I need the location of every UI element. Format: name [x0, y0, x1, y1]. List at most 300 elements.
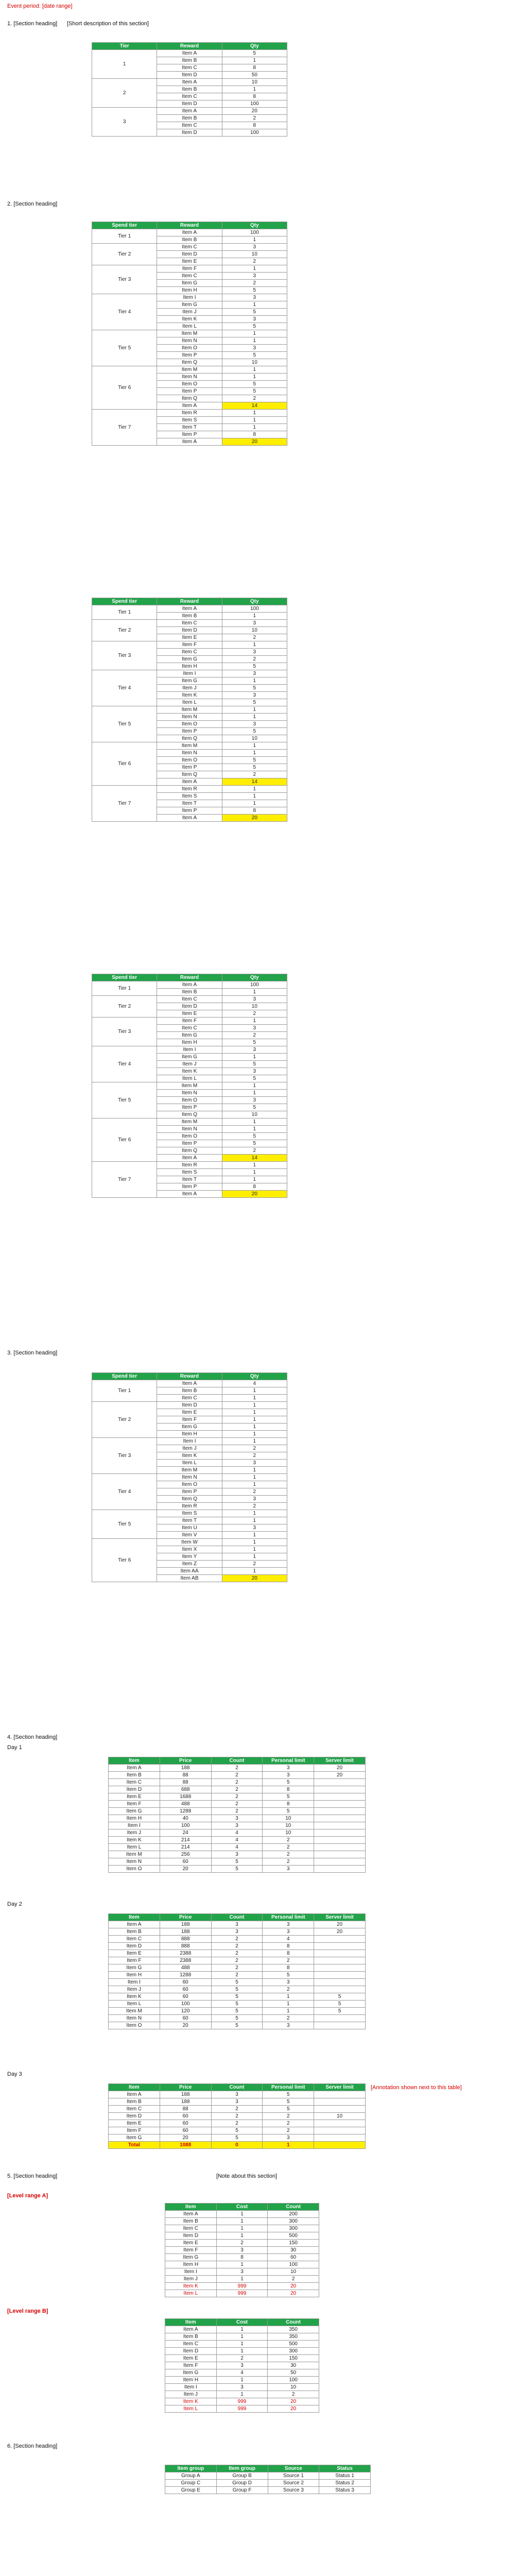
table-cell: Item E: [109, 1793, 160, 1801]
reward-qty: 100: [222, 605, 287, 613]
table-cell: Item K: [165, 2398, 217, 2405]
reward-name: Item P: [157, 764, 222, 771]
reward-name: Item W: [157, 1539, 222, 1546]
table-row: [92, 641, 287, 649]
table-cell: Item H: [165, 2261, 217, 2268]
table-row: [109, 1793, 366, 1801]
table-cell: [314, 2106, 366, 2113]
table-cell: 1: [263, 2001, 314, 2008]
table-cell: Source 1: [268, 2472, 319, 2480]
table-cell: 2: [211, 1772, 263, 1779]
section-6-table: [165, 2465, 371, 2494]
table-cell: 500: [268, 2232, 319, 2240]
table-cell: 3: [263, 1921, 314, 1928]
column-header: Cost: [216, 2319, 268, 2326]
table-cell: 3: [263, 2134, 314, 2142]
table-cell: Item G: [109, 1964, 160, 1972]
table-row: [92, 1438, 287, 1445]
reward-qty: 2: [222, 1488, 287, 1496]
reward-name: Item C: [157, 122, 222, 129]
table-row: [165, 2391, 319, 2398]
group-label: Tier 3: [92, 1438, 157, 1474]
reward-qty: 1: [222, 786, 287, 793]
table-cell: 1: [263, 2008, 314, 2015]
reward-name: Item N: [157, 714, 222, 721]
table-cell: 60: [160, 1858, 211, 1866]
reward-qty: 1: [222, 1532, 287, 1539]
table-cell: [314, 1822, 366, 1829]
reward-name: Item B: [157, 613, 222, 620]
reward-name: Item P: [157, 1488, 222, 1496]
tier-1-label: [Level range A]: [7, 2193, 48, 2199]
group-label: Tier 2: [92, 620, 157, 641]
reward-name: Item R: [157, 786, 222, 793]
table-cell: 2: [211, 1936, 263, 1943]
group-label: Tier 5: [92, 706, 157, 742]
table-cell: Item L: [165, 2290, 217, 2297]
table-cell: Item J: [109, 1986, 160, 1993]
table-cell: Item N: [109, 1858, 160, 1866]
table-cell: 30: [268, 2362, 319, 2369]
reward-name: Item N: [157, 750, 222, 757]
reward-qty: 20: [222, 815, 287, 822]
table-row: [92, 244, 287, 251]
reward-name: Item J: [157, 685, 222, 692]
reward-qty: 2: [222, 1561, 287, 1568]
reward-qty: 1: [222, 1162, 287, 1169]
reward-qty: 1: [222, 1539, 287, 1546]
reward-name: Item L: [157, 1460, 222, 1467]
table-cell: 10: [263, 1822, 314, 1829]
reward-name: Item S: [157, 1169, 222, 1176]
reward-name: Item L: [157, 699, 222, 706]
table-cell: 300: [268, 2348, 319, 2355]
table-row: [165, 2333, 319, 2341]
table-row: [92, 670, 287, 677]
group-label: 2: [92, 79, 157, 108]
day-3-table: [108, 2083, 366, 2149]
table-cell: 888: [160, 1936, 211, 1943]
table-cell: Item H: [109, 1972, 160, 1979]
reward-name: Item A: [157, 402, 222, 410]
table-cell: [314, 1972, 366, 1979]
table-cell: 5: [211, 2127, 263, 2134]
table-row: [165, 2276, 319, 2283]
table-cell: Group D: [216, 2480, 268, 2487]
table-cell: Item L: [165, 2405, 217, 2413]
reward-name: Item P: [157, 431, 222, 438]
reward-qty: 4: [222, 1380, 287, 1387]
table-cell: 3: [216, 2362, 268, 2369]
table-cell: 5: [211, 1979, 263, 1986]
table-cell: Item F: [109, 1957, 160, 1964]
table-cell: [314, 2127, 366, 2134]
table-row: [165, 2487, 371, 2494]
table-cell: 500: [268, 2341, 319, 2348]
table-cell: 150: [268, 2240, 319, 2247]
table-cell: 60: [160, 2113, 211, 2120]
table-cell: 5: [211, 1993, 263, 2001]
table-cell: Item O: [109, 2022, 160, 2029]
reward-name: Item T: [157, 800, 222, 807]
reward-qty: 3: [222, 649, 287, 656]
table-cell: 2: [211, 1957, 263, 1964]
table-cell: 20: [314, 1765, 366, 1772]
table-cell: [314, 1950, 366, 1957]
table-cell: 2: [211, 1972, 263, 1979]
day-3-aside: [Annotation shown next to this table]: [371, 2084, 462, 2091]
reward-qty: 1: [222, 410, 287, 417]
reward-qty: 3: [222, 316, 287, 323]
table-row: [109, 1979, 366, 1986]
reward-qty: 1: [222, 677, 287, 685]
table-row: [92, 265, 287, 273]
group-label: Tier 6: [92, 1539, 157, 1582]
table-cell: 3: [263, 1928, 314, 1936]
reward-qty: 1: [222, 1126, 287, 1133]
table-row: [109, 1858, 366, 1866]
day-2-label: Day 2: [7, 1901, 22, 1907]
reward-name: Item A: [157, 50, 222, 57]
reward-qty: 5: [222, 685, 287, 692]
table-row: [165, 2348, 319, 2355]
reward-name: Item G: [157, 1054, 222, 1061]
reward-name: Item K: [157, 1068, 222, 1075]
table-row: [109, 2098, 366, 2106]
reward-qty: 5: [222, 381, 287, 388]
column-header: Qty: [222, 43, 287, 50]
reward-name: Item T: [157, 1517, 222, 1524]
table-row: [92, 1380, 287, 1387]
table-cell: [314, 2098, 366, 2106]
reward-name: Item M: [157, 330, 222, 337]
table-cell: 1: [216, 2348, 268, 2355]
table-cell: Status 2: [319, 2480, 371, 2487]
column-header: Price: [160, 1757, 211, 1765]
table-cell: Item I: [165, 2384, 217, 2391]
table-cell: Group F: [216, 2487, 268, 2494]
table-cell: Source 2: [268, 2480, 319, 2487]
table-cell: 8: [263, 1786, 314, 1793]
reward-name: Item O: [157, 1481, 222, 1488]
column-header: Server limit: [314, 1757, 366, 1765]
reward-qty: 1: [222, 1416, 287, 1423]
reward-name: Item I: [157, 294, 222, 301]
table-cell: 2: [263, 1957, 314, 1964]
event-period-note: Event period: [date range]: [7, 3, 73, 9]
group-label: Tier 5: [92, 330, 157, 366]
table-row: [109, 1928, 366, 1936]
section-2-table-3: [92, 974, 287, 1198]
table-row: [92, 79, 287, 86]
section-2-title: 2. [Section heading]: [7, 201, 58, 207]
reward-qty: 8: [222, 122, 287, 129]
reward-qty: 2: [222, 280, 287, 287]
table-row: [92, 981, 287, 989]
reward-qty: 1: [222, 1409, 287, 1416]
table-row: [109, 2022, 366, 2029]
table-cell: 5: [211, 1866, 263, 1873]
table-cell: Item C: [165, 2341, 217, 2348]
table-cell: 999: [216, 2283, 268, 2290]
table-cell: Item D: [109, 1943, 160, 1950]
reward-qty: 5: [222, 1140, 287, 1147]
reward-qty: 1: [222, 613, 287, 620]
table-cell: 1688: [160, 1793, 211, 1801]
table-cell: 2: [211, 1765, 263, 1772]
reward-qty: 50: [222, 72, 287, 79]
reward-qty: 1: [222, 750, 287, 757]
reward-qty: 2: [222, 771, 287, 778]
reward-qty: 3: [222, 1097, 287, 1104]
table-cell: 5: [211, 2001, 263, 2008]
table-row: [109, 2127, 366, 2134]
table-cell: 60: [160, 1986, 211, 1993]
reward-name: Item AA: [157, 1568, 222, 1575]
table-cell: 8: [263, 1950, 314, 1957]
table-cell: 2: [263, 1858, 314, 1866]
table-cell: 2: [211, 1779, 263, 1786]
table-cell: 999: [216, 2405, 268, 2413]
reward-qty: 2: [222, 1452, 287, 1460]
table-row: [165, 2240, 319, 2247]
table-cell: Item F: [109, 2127, 160, 2134]
table-cell: 888: [160, 1943, 211, 1950]
reward-qty: 1: [222, 1438, 287, 1445]
table-cell: 2: [211, 2120, 263, 2127]
table-cell: 3: [211, 1851, 263, 1858]
table-row: [92, 366, 287, 374]
table-row: [165, 2261, 319, 2268]
table-cell: Item A: [165, 2326, 217, 2333]
table-cell: 5: [263, 1808, 314, 1815]
reward-qty: 3: [222, 1068, 287, 1075]
table-row: [109, 2001, 366, 2008]
reward-name: Item N: [157, 374, 222, 381]
header-row: [92, 974, 287, 981]
reward-qty: 5: [222, 309, 287, 316]
reward-qty: 5: [222, 388, 287, 395]
table-cell: 300: [268, 2218, 319, 2225]
reward-qty: 3: [222, 670, 287, 677]
column-header: Reward: [157, 43, 222, 50]
total-cell: 1088: [160, 2142, 211, 2149]
reward-name: Item M: [157, 1082, 222, 1090]
table-cell: Item E: [165, 2355, 217, 2362]
table-cell: 60: [160, 1993, 211, 2001]
table-cell: 350: [268, 2326, 319, 2333]
table-cell: Item M: [109, 2008, 160, 2015]
table-cell: 4: [211, 1844, 263, 1851]
reward-qty: 1: [222, 1118, 287, 1126]
table-cell: [314, 1986, 366, 1993]
table-cell: 5: [314, 2008, 366, 2015]
reward-qty: 1: [222, 330, 287, 337]
column-header: Item: [109, 1914, 160, 1921]
table-cell: 8: [263, 1801, 314, 1808]
reward-name: Item F: [157, 1018, 222, 1025]
reward-qty: 1: [222, 265, 287, 273]
reward-name: Item J: [157, 1445, 222, 1452]
reward-qty: 14: [222, 778, 287, 786]
reward-name: Item Q: [157, 1147, 222, 1155]
column-header: Count: [211, 2084, 263, 2091]
reward-name: Item P: [157, 728, 222, 735]
reward-qty: 1: [222, 1467, 287, 1474]
reward-name: Item U: [157, 1524, 222, 1532]
table-cell: [314, 1786, 366, 1793]
table-row: [165, 2362, 319, 2369]
table-row: [109, 2113, 366, 2120]
table-cell: 100: [160, 2001, 211, 2008]
reward-qty: 10: [222, 1003, 287, 1010]
reward-qty: 2: [222, 258, 287, 265]
reward-qty: 1: [222, 1481, 287, 1488]
section-1-table: [92, 42, 287, 137]
table-cell: [314, 1829, 366, 1837]
table-cell: 88: [160, 1772, 211, 1779]
group-label: Tier 4: [92, 1046, 157, 1082]
column-header: Spend tier: [92, 598, 157, 605]
reward-qty: 1: [222, 236, 287, 244]
section-1-title: 1. [Section heading]: [7, 21, 58, 27]
table-cell: Item K: [109, 1837, 160, 1844]
column-header: Spend tier: [92, 1373, 157, 1380]
table-row: [92, 620, 287, 627]
table-cell: Item F: [109, 1801, 160, 1808]
reward-name: Item D: [157, 100, 222, 108]
table-row: [165, 2405, 319, 2413]
reward-name: Item G: [157, 677, 222, 685]
table-cell: Item O: [109, 1866, 160, 1873]
reward-name: Item Z: [157, 1561, 222, 1568]
reward-name: Item E: [157, 1010, 222, 1018]
reward-qty: 2: [222, 395, 287, 402]
table-row: [165, 2326, 319, 2333]
table-cell: Item B: [109, 1772, 160, 1779]
reward-qty: 1: [222, 1423, 287, 1431]
group-label: 3: [92, 108, 157, 137]
section-2-table-1: [92, 222, 287, 446]
reward-qty: 2: [222, 1503, 287, 1510]
table-row: [109, 1972, 366, 1979]
reward-qty: 5: [222, 1075, 287, 1082]
table-cell: 20: [314, 1772, 366, 1779]
table-row: [109, 2008, 366, 2015]
reward-name: Item A: [157, 815, 222, 822]
reward-qty: 2: [222, 115, 287, 122]
section-3-table: [92, 1372, 287, 1582]
total-cell: Total: [109, 2142, 160, 2149]
reward-qty: 14: [222, 402, 287, 410]
table-row: [109, 1801, 366, 1808]
reward-name: Item M: [157, 706, 222, 714]
header-row: [92, 598, 287, 605]
table-cell: 3: [211, 2098, 263, 2106]
reward-name: Item J: [157, 309, 222, 316]
reward-qty: 2: [222, 1147, 287, 1155]
table-cell: 60: [160, 2127, 211, 2134]
group-label: Tier 6: [92, 366, 157, 410]
table-cell: Item A: [109, 2091, 160, 2098]
reward-name: Item J: [157, 1061, 222, 1068]
table-cell: [314, 2022, 366, 2029]
table-row: [165, 2384, 319, 2391]
group-label: Tier 3: [92, 1018, 157, 1046]
table-cell: 188: [160, 1921, 211, 1928]
table-cell: 2: [263, 1986, 314, 1993]
table-row: [92, 330, 287, 337]
reward-qty: 1: [222, 1090, 287, 1097]
table-cell: 5: [211, 1858, 263, 1866]
table-cell: 3: [216, 2247, 268, 2254]
column-header: Qty: [222, 974, 287, 981]
table-row: [92, 1510, 287, 1517]
table-cell: 2: [211, 1808, 263, 1815]
reward-qty: 8: [222, 64, 287, 72]
reward-name: Item O: [157, 721, 222, 728]
reward-name: Item P: [157, 388, 222, 395]
column-header: Spend tier: [92, 222, 157, 229]
table-cell: 8: [263, 1964, 314, 1972]
reward-name: Item P: [157, 807, 222, 815]
table-cell: Item F: [165, 2362, 217, 2369]
table-cell: 350: [268, 2333, 319, 2341]
column-header: Status: [319, 2465, 371, 2472]
table-cell: [314, 1808, 366, 1815]
column-header: Count: [211, 1757, 263, 1765]
column-header: Reward: [157, 222, 222, 229]
table-row: [165, 2247, 319, 2254]
table-cell: 100: [160, 1822, 211, 1829]
table-cell: Item D: [165, 2348, 217, 2355]
reward-qty: 14: [222, 1155, 287, 1162]
table-row: [92, 1402, 287, 1409]
table-cell: Item E: [109, 1950, 160, 1957]
table-cell: 10: [314, 2113, 366, 2120]
table-cell: 300: [268, 2225, 319, 2232]
reward-qty: 1: [222, 366, 287, 374]
total-row: [109, 2142, 366, 2149]
table-cell: 3: [211, 2091, 263, 2098]
table-cell: Status 3: [319, 2487, 371, 2494]
table-cell: 10: [263, 1815, 314, 1822]
table-cell: [314, 1964, 366, 1972]
reward-name: Item H: [157, 1431, 222, 1438]
reward-qty: 5: [222, 764, 287, 771]
total-cell: 0: [211, 2142, 263, 2149]
table-cell: 20: [314, 1928, 366, 1936]
table-row: [109, 1957, 366, 1964]
table-row: [92, 996, 287, 1003]
reward-name: Item S: [157, 1510, 222, 1517]
reward-name: Item D: [157, 72, 222, 79]
reward-qty: 1: [222, 417, 287, 424]
table-cell: 5: [314, 1993, 366, 2001]
reward-name: Item N: [157, 337, 222, 345]
table-row: [165, 2398, 319, 2405]
reward-qty: 2: [222, 1032, 287, 1039]
reward-name: Item G: [157, 656, 222, 663]
reward-name: Item A: [157, 778, 222, 786]
table-cell: 3: [211, 1815, 263, 1822]
reward-qty: 2: [222, 656, 287, 663]
reward-name: Item Y: [157, 1553, 222, 1561]
reward-name: Item P: [157, 352, 222, 359]
day-1-label: Day 1: [7, 1744, 22, 1751]
table-row: [109, 1808, 366, 1815]
reward-qty: 20: [222, 1575, 287, 1582]
